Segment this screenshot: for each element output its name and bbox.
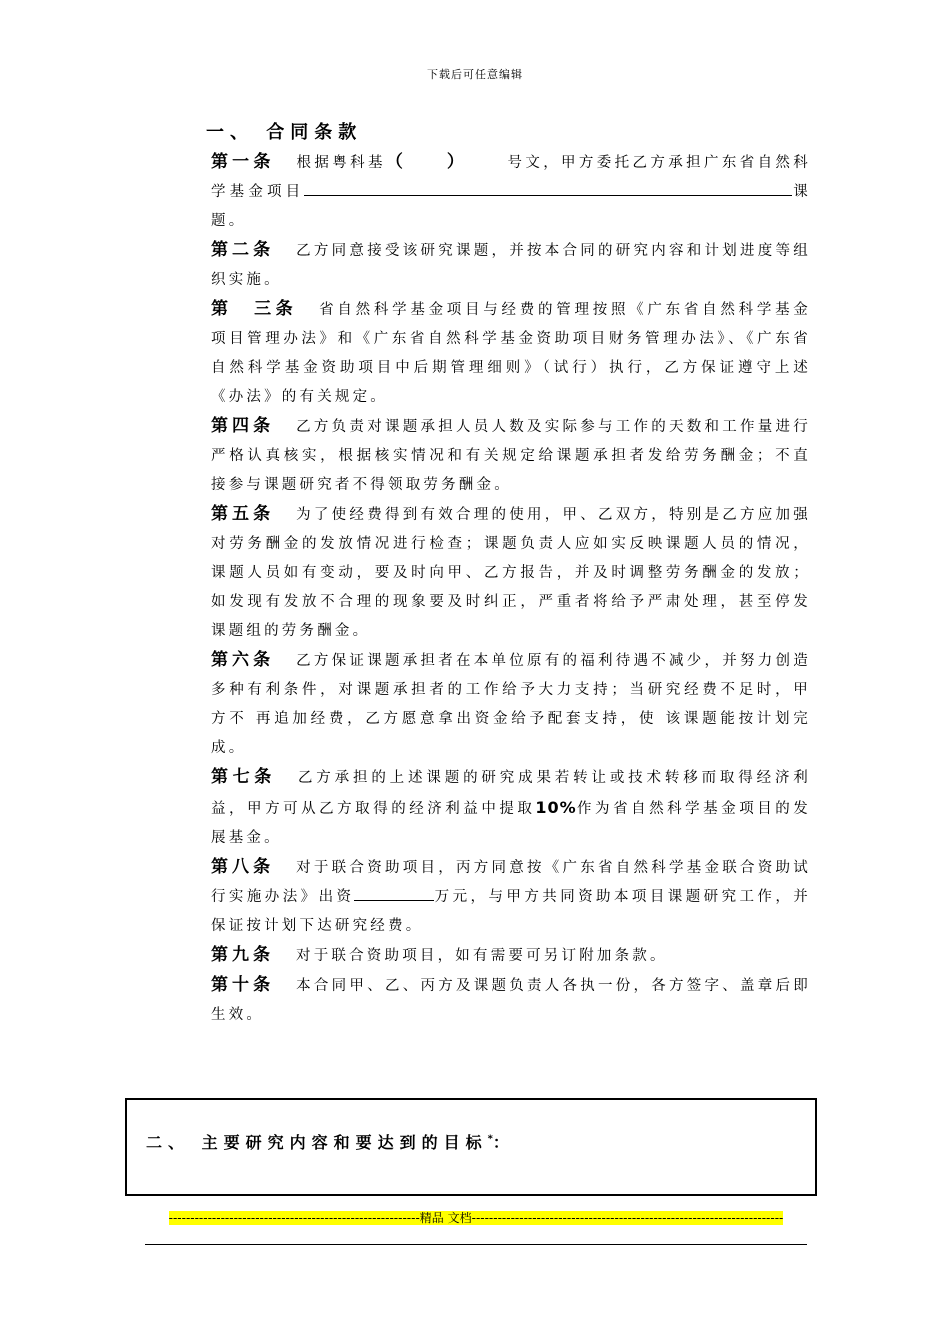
article-text: 本合同甲、乙、丙方及课题负责人各执一份，各方签字、盖章后即生效。 [211, 978, 811, 1023]
article-4 [145, 412, 811, 500]
project-name-blank [304, 179, 792, 196]
article-number: 第四条 [211, 416, 275, 436]
article-number: 第七条 [211, 767, 276, 787]
article-text: 号文，甲方委托乙方承担广东省自然科学基金项目 [211, 155, 811, 200]
article-text: 乙方负责对课题承担人员人数及实际参与工作的天数和工作量进行严格认真核实，根据核实情况和有关规定给课题承担者发给劳务酬金；不直接参与课题研究者不得领取劳务酬金。 [211, 419, 811, 493]
article-text: 为了使经费得到有效合理的使用，甲、乙双方，特别是乙方应加强对劳务酬金的发放情况进行检查；课题负责人应如实反映课题人员的情况，课题人员如有变动，要及时向甲、乙方报告，并及时调整劳务酬金的发放；如发现有发放不合理的现象要及时纠正，严重者将给予严肃处理，甚至停发课题组的劳务酬金。 [211, 507, 811, 639]
article-number: 第 三条 [211, 299, 298, 319]
research-content-box [125, 1098, 817, 1196]
article-text: 作为省自然科学基金项目的发展基金。 [211, 801, 811, 846]
article-7 [145, 763, 811, 853]
article-number: 第六条 [211, 650, 275, 670]
article-text: 根据粤科基 [296, 155, 386, 171]
article-number: 第二条 [211, 240, 275, 260]
percentage-value: 10% [535, 798, 577, 817]
footer-label: 精品 文档 [419, 1211, 472, 1225]
article-text: 对于联合资助项目，如有需要可另订附加条款。 [296, 948, 668, 964]
article-number: 第五条 [211, 504, 275, 524]
article-number: 第九条 [211, 945, 274, 965]
footer-dashes-right: ------------------------------------------------------------------------ [471, 1211, 784, 1225]
section-title-research-goals [146, 1130, 515, 1153]
article-6 [145, 646, 811, 763]
page-header: 下载后可任意编辑 [427, 68, 523, 81]
section-title-contract-terms: 一、 合同条款 [206, 122, 363, 143]
article-9 [145, 941, 811, 971]
footer-rule [145, 1244, 807, 1245]
article-text: 对于联合资助项目，丙方同意按《广东省自然科学基金联合资助试行实施办法》出资 [211, 860, 811, 905]
article-text: 乙方保证课题承担者在本单位原有的福利待遇不减少，并努力创造多种有利条件，对课题承担者的工作给予大力支持；当研究经费不足时，甲方不 再追加经费，乙方愿意拿出资金给予配套支持，使 该课题能按计划完成。 [211, 653, 811, 756]
article-5 [145, 500, 811, 646]
article-3 [145, 295, 811, 412]
blank-parentheses: （ ） [385, 152, 468, 172]
watermark-footer [145, 1210, 807, 1227]
article-number: 第十条 [211, 975, 275, 995]
article-number: 第八条 [211, 857, 275, 877]
article-text: 省自然科学基金项目与经费的管理按照《广东省自然科学基金项目管理办法》和《广东省自然科学基金资助项目财务管理办法》、《广东省自然科学基金资助项目中后期管理细则》（试行）执行，乙方保证遵守上述《办法》的有关规定。 [211, 302, 812, 405]
asterisk-mark: * [487, 1133, 493, 1145]
article-8 [145, 853, 811, 941]
article-number: 第一条 [211, 152, 275, 172]
article-10 [145, 971, 811, 1030]
article-text: 乙方同意接受该研究课题，并按本合同的研究内容和计划进度等组织实施。 [211, 243, 811, 288]
article-text: 课题。 [211, 184, 812, 229]
article-1 [145, 148, 811, 236]
article-2 [145, 236, 811, 295]
article-text: 乙方承担的上述课题的研究成果若转让或技术转移而取得经济利益，甲方可从乙方取得的经济利益中提取 [211, 770, 812, 817]
amount-blank [354, 884, 434, 901]
footer-dashes-left: ---------------------------------------------------------- [168, 1211, 420, 1225]
contract-articles [145, 148, 811, 1030]
section-title-text: 二、 主要研究内容和要达到的目标 [146, 1133, 488, 1152]
article-text: 万元，与甲方共同资助本项目课题研究工作，并保证按计划下达研究经费。 [211, 889, 811, 934]
colon: ： [492, 1133, 515, 1152]
